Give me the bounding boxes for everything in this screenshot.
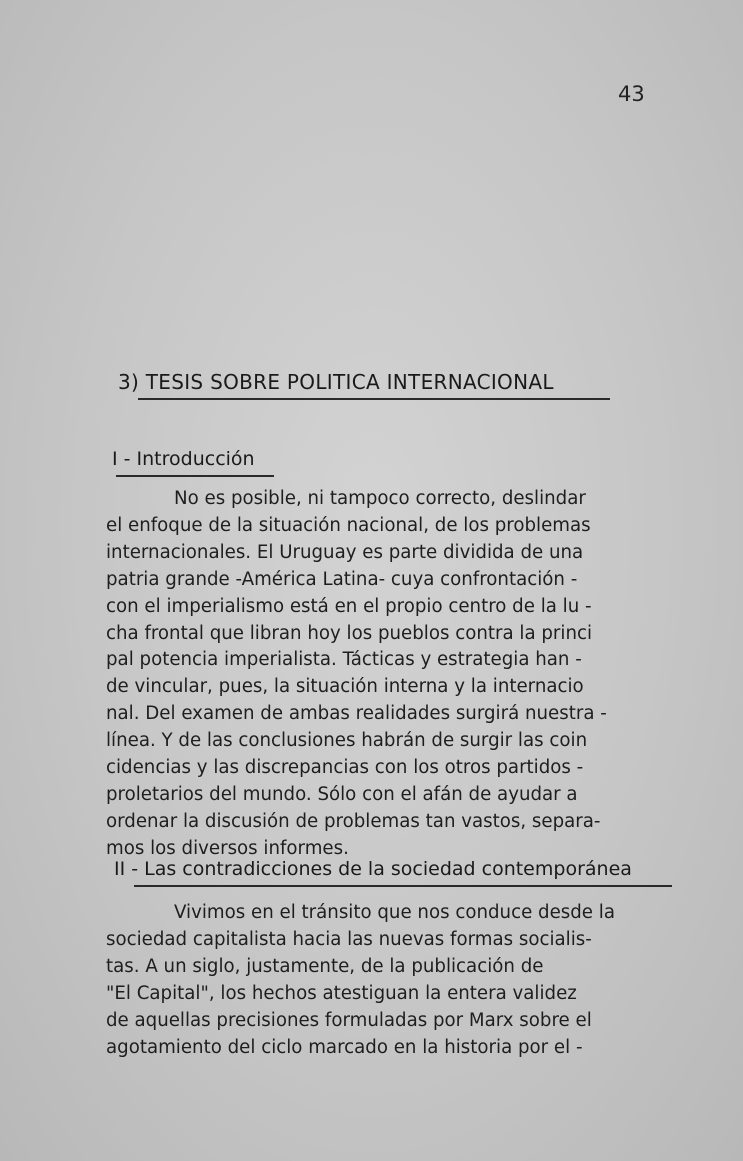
- text-line: nal. Del examen de ambas realidades surgirá nuestra -: [106, 703, 607, 725]
- paragraph-contradictions: [106, 900, 676, 1061]
- text-line: el enfoque de la situación nacional, de los problemas: [106, 514, 591, 536]
- text-line: Vivimos en el tránsito que nos conduce desde la: [174, 902, 615, 923]
- text-line: "El Capital", los hechos atestiguan la entera validez: [106, 982, 577, 1004]
- text-line: cha frontal que libran hoy los pueblos contra la princi: [106, 622, 593, 644]
- text-line: ordenar la discusión de problemas tan vastos, separa-: [106, 810, 601, 832]
- text-line: No es posible, ni tampoco correcto, deslindar: [174, 488, 586, 509]
- subheading-introduction-underline: [116, 475, 274, 477]
- text-line: con el imperialismo está en el propio centro de la lu -: [106, 595, 592, 617]
- page-number: 43: [618, 82, 645, 106]
- subheading-contradictions-underline: [134, 885, 672, 887]
- text-line: tas. A un siglo, justamente, de la publicación de: [106, 955, 544, 977]
- paragraph-introduction: [106, 486, 676, 863]
- subheading-introduction: I - Introducción: [112, 448, 255, 470]
- text-line: proletarios del mundo. Sólo con el afán de ayudar a: [106, 783, 578, 805]
- text-line: sociedad capitalista hacia las nuevas formas socialis-: [106, 928, 592, 950]
- text-line: de vincular, pues, la situación interna y la internacio: [106, 676, 584, 698]
- text-line: de aquellas precisiones formuladas por Marx sobre el: [106, 1009, 592, 1031]
- text-line: pal potencia imperialista. Tácticas y estrategia han -: [106, 649, 582, 671]
- text-line: patria grande -América Latina- cuya confrontación -: [106, 568, 578, 590]
- section-title-underline: [138, 398, 610, 400]
- section-title: 3) TESIS SOBRE POLITICA INTERNACIONAL: [118, 370, 554, 394]
- subheading-contradictions: II - Las contradicciones de la sociedad contemporánea: [114, 858, 632, 880]
- text-line: cidencias y las discrepancias con los otros partidos -: [106, 757, 584, 779]
- text-line: mos los diversos informes.: [106, 837, 349, 859]
- text-line: línea. Y de las conclusiones habrán de surgir las coin: [106, 730, 588, 752]
- text-line: internacionales. El Uruguay es parte dividida de una: [106, 541, 584, 563]
- text-line: agotamiento del ciclo marcado en la historia por el -: [106, 1036, 583, 1058]
